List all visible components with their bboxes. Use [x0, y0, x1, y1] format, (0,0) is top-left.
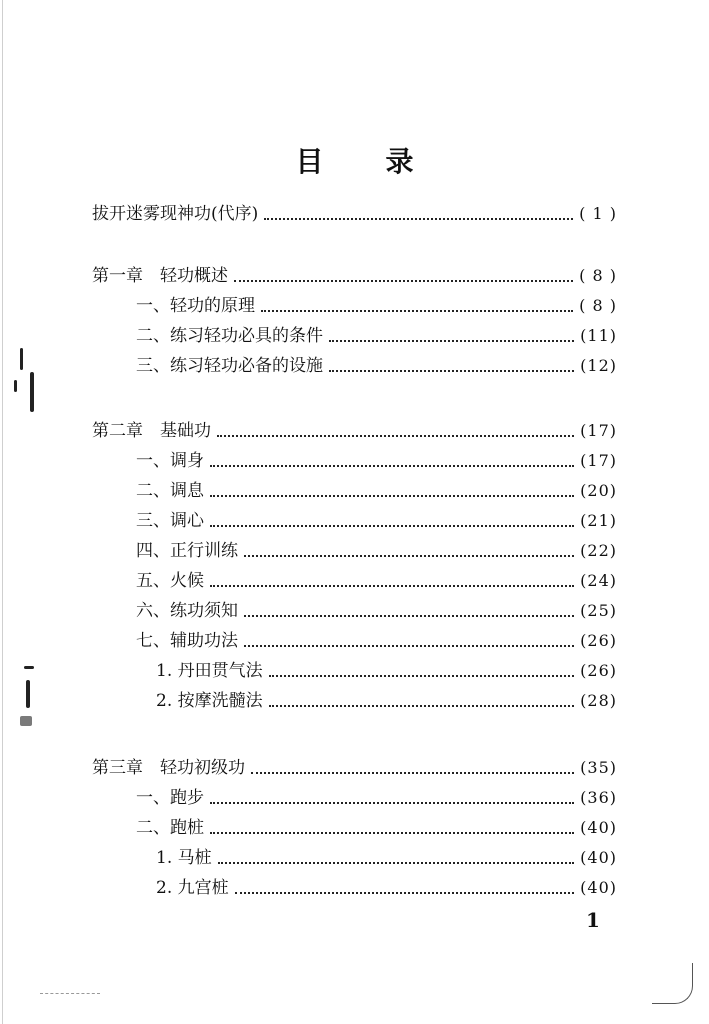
- toc-entry[interactable]: [156, 846, 617, 870]
- toc-entry[interactable]: [156, 659, 617, 683]
- toc-page: (26): [580, 661, 617, 680]
- toc-label: 二、练习轻功必具的条件: [136, 326, 323, 346]
- scan-mark: [30, 372, 34, 412]
- toc-entry[interactable]: [136, 324, 617, 348]
- scan-mark: [40, 993, 100, 994]
- toc-entry[interactable]: [136, 599, 617, 623]
- dot-leader: [264, 204, 573, 220]
- toc-page: (20): [580, 481, 617, 500]
- toc-label: 1. 丹田贯气法: [156, 661, 263, 681]
- dot-leader: [269, 661, 575, 677]
- toc-label: 四、正行训练: [136, 541, 238, 561]
- toc-entry[interactable]: [136, 629, 617, 653]
- scan-mark: [24, 666, 34, 669]
- toc-entry[interactable]: [136, 449, 617, 473]
- dot-leader: [210, 571, 574, 587]
- toc-entry[interactable]: [136, 569, 617, 593]
- toc-page: (24): [580, 571, 617, 590]
- scan-mark: [20, 716, 32, 726]
- toc-entry-chapter-3[interactable]: [92, 756, 617, 780]
- toc-page: (28): [580, 691, 617, 710]
- dot-leader: [210, 451, 574, 467]
- toc-label: 一、轻功的原理: [136, 296, 255, 316]
- toc-page: (40): [580, 878, 617, 897]
- dot-leader: [210, 481, 574, 497]
- toc-label: 七、辅助功法: [136, 631, 238, 651]
- dot-leader: [261, 296, 573, 312]
- toc-page: (17): [580, 451, 617, 470]
- toc-page: (35): [580, 758, 617, 777]
- toc-label: 第二章 基础功: [92, 421, 211, 441]
- dot-leader: [269, 691, 575, 707]
- dot-leader: [251, 758, 574, 774]
- dot-leader: [244, 541, 574, 557]
- dot-leader: [234, 266, 573, 282]
- scan-mark: [20, 348, 23, 370]
- toc-entry[interactable]: [136, 354, 617, 378]
- toc-label: 五、火候: [136, 571, 204, 591]
- toc-page: ( 8 ): [579, 296, 617, 315]
- toc-page: ( 8 ): [579, 266, 617, 285]
- toc-label: 一、跑步: [136, 788, 204, 808]
- toc-page: (12): [580, 356, 617, 375]
- toc-label: 一、调身: [136, 451, 204, 471]
- dot-leader: [244, 601, 574, 617]
- dot-leader: [210, 818, 574, 834]
- toc-label: 拔开迷雾现神功(代序): [92, 204, 259, 224]
- toc-page: (40): [580, 818, 617, 837]
- toc-label: 2. 按摩洗髓法: [156, 691, 263, 711]
- toc-entry[interactable]: [136, 539, 617, 563]
- toc-label: 2. 九宫桩: [156, 878, 229, 898]
- toc-label: 二、调息: [136, 481, 204, 501]
- dot-leader: [217, 421, 574, 437]
- toc-entry-preface[interactable]: [92, 202, 617, 226]
- title-char-1: 目: [295, 145, 324, 178]
- toc-page: ( 1 ): [579, 204, 617, 223]
- toc-entry-chapter-1[interactable]: [92, 264, 617, 288]
- dot-leader: [210, 511, 574, 527]
- toc-label: 二、跑桩: [136, 818, 204, 838]
- toc-label: 第三章 轻功初级功: [92, 758, 245, 778]
- toc-page: (21): [580, 511, 617, 530]
- toc-entry[interactable]: [136, 786, 617, 810]
- page-number: 1: [586, 908, 600, 932]
- toc-page: (22): [580, 541, 617, 560]
- dot-leader: [235, 878, 575, 894]
- title-char-2: 录: [385, 145, 414, 178]
- toc-page: (36): [580, 788, 617, 807]
- toc-label: 六、练功须知: [136, 601, 238, 621]
- toc-label: 第一章 轻功概述: [92, 266, 228, 286]
- toc-entry[interactable]: [156, 876, 617, 900]
- toc-page: (25): [580, 601, 617, 620]
- toc-entry[interactable]: [136, 816, 617, 840]
- dot-leader: [329, 326, 574, 342]
- scan-mark: [26, 680, 30, 708]
- toc-entry[interactable]: [156, 689, 617, 713]
- toc-page: (11): [580, 326, 617, 345]
- dot-leader: [244, 631, 574, 647]
- toc-label: 三、调心: [136, 511, 204, 531]
- dot-leader: [329, 356, 574, 372]
- toc-entry-chapter-2[interactable]: [92, 419, 617, 443]
- page-title: [0, 140, 709, 180]
- toc-page: (17): [580, 421, 617, 440]
- scan-mark: [14, 380, 17, 392]
- toc-label: 三、练习轻功必备的设施: [136, 356, 323, 376]
- dot-leader: [218, 848, 575, 864]
- toc-entry[interactable]: [136, 509, 617, 533]
- toc-entry[interactable]: [136, 294, 617, 318]
- toc-label: 1. 马桩: [156, 848, 212, 868]
- toc-page: (40): [580, 848, 617, 867]
- toc-entry[interactable]: [136, 479, 617, 503]
- toc-page: (26): [580, 631, 617, 650]
- dot-leader: [210, 788, 574, 804]
- page-corner: [652, 963, 693, 1004]
